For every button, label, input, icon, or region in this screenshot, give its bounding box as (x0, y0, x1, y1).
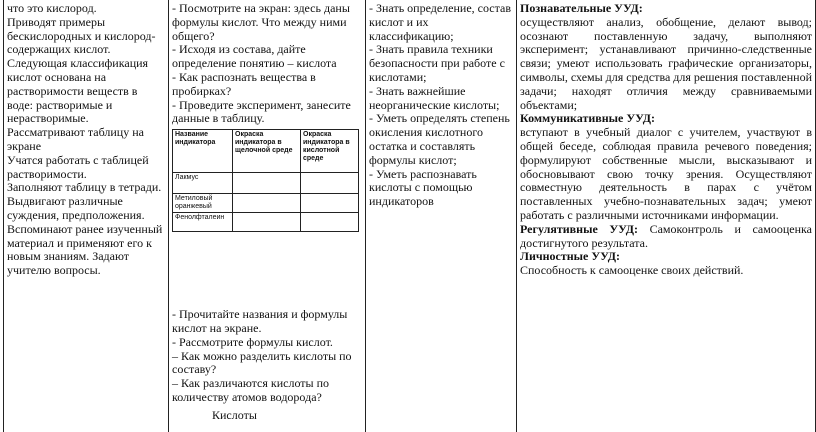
spacer (172, 238, 362, 308)
outcome-item: - Знать важнейшие неорганические кислоты; (369, 83, 500, 112)
indicator-name: Лакмус (173, 173, 233, 194)
outcome-item: - Знать правила техники безопасности при работе с кислотами; (369, 42, 505, 84)
student-activity-line: Заполняют таблицу в тетради. (7, 180, 162, 195)
student-activity-line: что это кислород. (7, 1, 97, 15)
personal-uud-title: Личностные УУД: (520, 249, 621, 264)
indicator-cell (301, 194, 359, 213)
student-activity-line: Выдвигают различные суждения, предположения. (7, 194, 145, 222)
cognitive-uud-text: осуществляют анализ, обобщение, делают вывод; осознают поставленную задачу, выполняют эксперимент; устанавливают причинно-следственные связи; умеют использовать графические организаторы, символы, схемы для средства для решения поставленной задачи; находят отличия между сравниваемыми объектами; (520, 14, 813, 112)
acids-caption: Кислоты (212, 407, 257, 422)
communicative-uud (520, 112, 812, 222)
learning-outcomes-cell (366, 0, 517, 432)
outcome-item: - Знать определение, состав кислот и их классификацию; (369, 1, 512, 43)
teacher-activity-cell (169, 0, 366, 432)
teacher-prompt: - Проведите эксперимент, занесите данные в таблицу. (172, 97, 351, 126)
teacher-prompt: – Как можно разделить кислоты по составу? (172, 348, 352, 377)
teacher-prompt: - Посмотрите на экран: здесь даны формулы кислот. Что между ними общего? (172, 1, 350, 43)
indicator-name: Метиловый оранжевый (173, 194, 233, 213)
cognitive-uud-title: Познавательные УУД: (520, 1, 643, 15)
outcome-item: - Уметь определять степень окисления кислотного остатка и составлять формулы кислот; (369, 111, 510, 167)
indicator-header-cell: Название индикатора (173, 130, 233, 173)
lesson-plan-row (4, 0, 816, 432)
regulatory-uud-title: Регулятивные УУД: (520, 221, 639, 236)
indicator-header-cell: Окраска индикатора в кислотной среде (301, 130, 359, 173)
student-activity-cell (4, 0, 169, 432)
communicative-uud-text: вступают в учебный диалог с учителем, участвуют в общей беседе, соблюдая правила речевого поведения; формулируют собственные мысли, высказывают и обосновывают свою точку зрения. Осуществляют совместную деятельность в парах с учётом поставленных учебно-познавательных задач; умеют работать с различными источниками информации. (520, 125, 812, 222)
cognitive-uud (520, 2, 812, 112)
outcome-item: - Уметь распознавать кислоты с помощью индикаторов (369, 166, 477, 209)
indicator-table (172, 129, 359, 232)
lesson-plan-table (3, 0, 816, 432)
indicator-header-cell: Окраска индикатора в щелочной среде (233, 130, 301, 173)
indicator-name: Фенолфталеин (173, 213, 233, 232)
student-activity-line: Вспоминают ранее изученный материал и применяют его к новым знаниям. Задают учителю вопросы. (7, 221, 163, 278)
indicator-cell (301, 213, 359, 232)
indicator-table-row (173, 213, 359, 232)
regulatory-uud-text: Самоконтроль и самооценка достигнутого результата. (520, 221, 812, 250)
personal-uud-text: Способность к самооценке своих действий. (520, 263, 744, 278)
regulatory-uud (520, 223, 812, 251)
student-activity-line: Учатся работать с таблицей растворимости. (7, 152, 149, 181)
teacher-prompt: – Как различаются кислоты по количеству атомов водорода? (172, 376, 330, 404)
indicator-cell (233, 194, 301, 213)
indicator-cell (233, 173, 301, 194)
teacher-prompt: - Рассмотрите формулы кислот. (172, 334, 333, 349)
teacher-prompt: - Прочитайте названия и формулы кислот на экране. (172, 307, 348, 335)
indicator-table-row (173, 194, 359, 213)
teacher-prompt: - Исходя из состава, дайте определение понятию – кислота (172, 42, 337, 71)
indicator-table-header (173, 130, 359, 173)
student-activity-line: Рассматривают таблицу на экране (7, 125, 144, 153)
indicator-cell (233, 213, 301, 232)
indicator-cell (301, 173, 359, 194)
teacher-prompt: - Как распознать вещества в пробирках? (172, 69, 316, 98)
indicator-table-row (173, 173, 359, 194)
student-activity-line: Приводят примеры бескислородных и кислород-содержащих кислот. (7, 14, 156, 57)
communicative-uud-title: Коммуникативные УУД: (520, 111, 656, 126)
student-activity-line: Следующая классификация кислот основана на растворимости веществ в воде: растворимые и нерастворимые. (7, 56, 149, 126)
uud-cell (517, 0, 816, 432)
personal-uud (520, 250, 812, 278)
